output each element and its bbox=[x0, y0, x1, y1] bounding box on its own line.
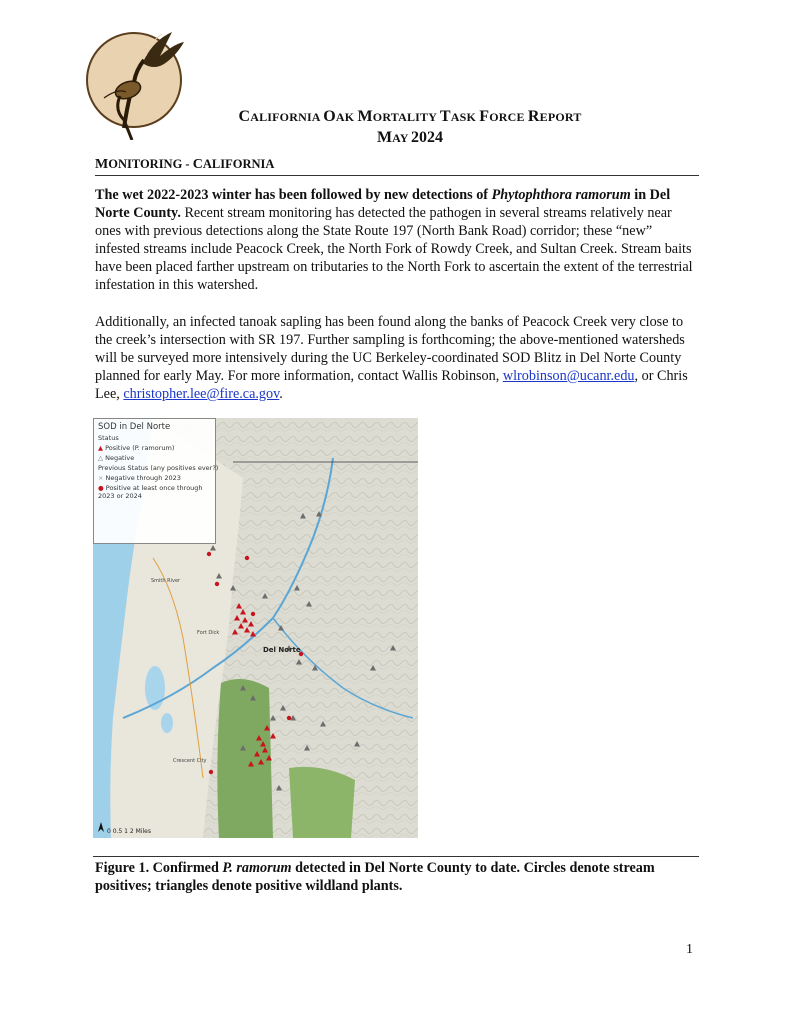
lead-text: The wet 2022-2023 winter has been followed by new detections of bbox=[95, 187, 492, 203]
legend-pos-once bbox=[94, 483, 215, 501]
title-letter: 2024 bbox=[410, 129, 443, 146]
caption-divider bbox=[93, 856, 699, 857]
stream-positive-marker bbox=[287, 716, 291, 720]
title-word: AY bbox=[392, 131, 411, 145]
scale-ticks: 0 0.5 1 2 bbox=[107, 828, 134, 835]
legend-neg-through-label: Negative through 2023 bbox=[105, 474, 181, 482]
report-title bbox=[150, 108, 670, 126]
positive-triangle-icon: ▲ bbox=[98, 444, 103, 452]
stream-positive-marker bbox=[245, 556, 249, 560]
caption-lead: Figure 1. Confirmed bbox=[95, 860, 223, 876]
county-label: Del Norte bbox=[263, 646, 301, 654]
gray-x-icon: × bbox=[98, 474, 104, 482]
title-word: ASK bbox=[450, 110, 480, 124]
map-legend bbox=[93, 418, 219, 544]
stream-positive-marker bbox=[251, 612, 255, 616]
title-letter: M bbox=[377, 129, 393, 146]
forest-area bbox=[217, 679, 273, 838]
paragraph-sampling bbox=[95, 313, 699, 403]
page-number: 1 bbox=[686, 942, 693, 957]
legend-negative bbox=[94, 453, 215, 463]
legend-pos-once-label: Positive at least once through 2023 or 2024 bbox=[98, 484, 203, 500]
title-letter: R bbox=[527, 108, 540, 125]
section-heading-part: C bbox=[192, 157, 203, 172]
title-word: ORCE bbox=[489, 110, 528, 124]
section-heading-part: M bbox=[95, 157, 109, 172]
legend-status-label: Status bbox=[98, 434, 119, 442]
title-letter: F bbox=[479, 108, 490, 125]
caption-rest: detected in Del Norte County to date. Circles denote stream positives; triangles denote positive wildland plants. bbox=[95, 860, 655, 894]
legend-positive bbox=[94, 443, 215, 453]
title-word: EPORT bbox=[539, 110, 582, 124]
title-letter: M bbox=[357, 108, 373, 125]
species-name: Phytophthora ramorum bbox=[491, 187, 631, 203]
legend-negative-label: Negative bbox=[105, 454, 135, 462]
stream-positive-marker bbox=[207, 552, 211, 556]
map-scale bbox=[95, 828, 151, 835]
town-label: Fort Dick bbox=[197, 630, 220, 636]
title-word: ORTALITY bbox=[372, 110, 440, 124]
email-link-robinson[interactable]: wlrobinson@ucanr.edu bbox=[502, 368, 635, 384]
negative-triangle-icon: △ bbox=[98, 454, 103, 462]
caption-species: P. ramorum bbox=[222, 860, 292, 876]
stream-positive-marker bbox=[209, 770, 213, 774]
paragraph-connector: , or Chris Lee, bbox=[95, 368, 688, 402]
title-letter: C bbox=[238, 108, 251, 125]
lead-text-tail: in Del Norte County. bbox=[95, 187, 671, 221]
town-label: Crescent City bbox=[173, 758, 207, 764]
legend-neg-through bbox=[94, 473, 215, 483]
title-word: AK bbox=[335, 110, 358, 124]
email-link-lee[interactable]: christopher.lee@fire.ca.gov bbox=[123, 386, 280, 402]
figure-caption bbox=[95, 859, 699, 895]
paragraph-detections bbox=[95, 186, 699, 294]
lagoon bbox=[161, 713, 173, 733]
scale-unit: Miles bbox=[135, 828, 151, 835]
section-heading-part: ALIFORNIA bbox=[202, 157, 275, 171]
sod-map bbox=[93, 418, 418, 838]
legend-previous-label: Previous Status (any positives ever?) bbox=[98, 464, 219, 472]
legend-title: SOD in Del Norte bbox=[98, 422, 171, 432]
red-dot-icon: ● bbox=[98, 484, 104, 492]
section-heading bbox=[95, 157, 699, 176]
paragraph-body: Recent stream monitoring has detected the pathogen in several streams relatively near ones with previous detections along the State Route 197 (North Bank Road) corridor; these “new” infested streams include Peacock Creek, the North Fork of Rowdy Creek, and Sultan Creek. Stream baits have been placed farther upstream on tributaries to the North Fork to ascertain the extent of the terrestrial infestation in this watershed. bbox=[95, 205, 693, 293]
town-label: Smith River bbox=[151, 578, 181, 584]
title-word: ALIFORNIA bbox=[250, 110, 324, 124]
title-letter: T bbox=[439, 108, 451, 125]
legend-positive-label: Positive (P. ramorum) bbox=[105, 444, 175, 452]
stream-positive-marker bbox=[215, 582, 219, 586]
forest-area bbox=[289, 767, 355, 838]
paragraph-body: Additionally, an infected tanoak sapling has been found along the banks of Peacock Creek very close to the creek’s intersection with SR 197. Further sampling is forthcoming; the above-mentioned watersheds will be surveyed more intensively during the UC Berkeley-coordinated SOD Blitz in Del Norte County planned for early May. For more information, contact Wallis Robinson, bbox=[95, 314, 685, 384]
report-date bbox=[150, 129, 670, 147]
paragraph-end: . bbox=[279, 386, 283, 402]
section-heading-part: ONITORING - bbox=[108, 157, 193, 171]
title-letter: O bbox=[323, 108, 336, 125]
